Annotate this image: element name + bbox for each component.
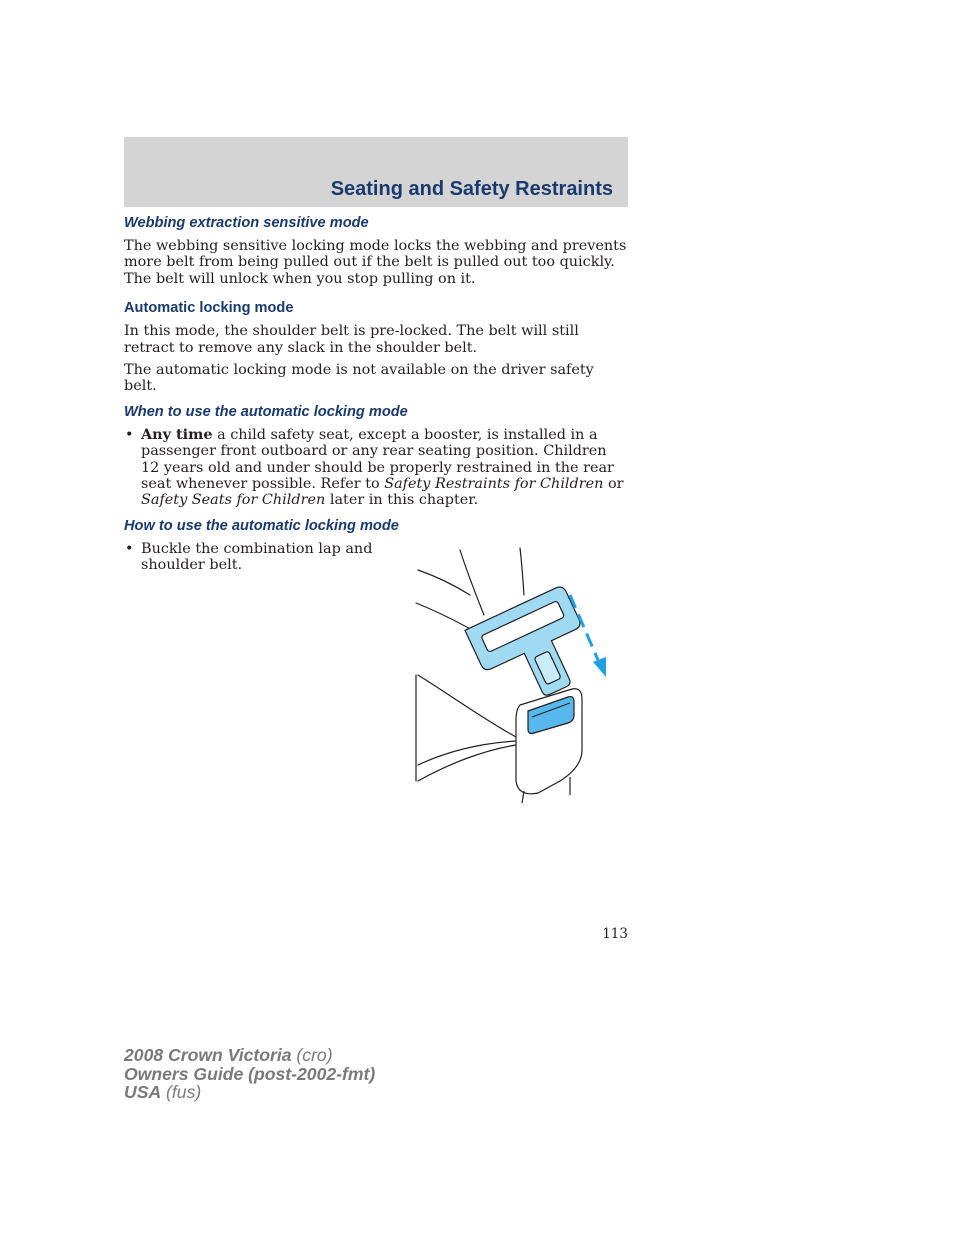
item-lead: Any time [141,425,213,443]
list-item [124,427,628,509]
seat-outline-top [418,570,470,595]
heading-webbing-extraction: Webbing extraction sensitive mode [124,215,369,231]
footer-line-guide: Owners Guide (post-2002-fmt) [124,1063,376,1084]
when-to-use-list [124,427,628,509]
item-text: Buckle the combination lap and shoulder belt. [141,540,373,574]
reference-safety-seats-for-children: Safety Seats for Children [141,492,326,509]
reference-safety-restraints-for-children: Safety Restraints for Children [384,476,604,493]
section-title: Seating and Safety Restraints [330,178,613,200]
heading-automatic-locking: Automatic locking mode [124,300,294,317]
belt-webbing-left-edge [460,550,484,615]
seat-belt-buckle-illustration [410,545,615,805]
cushion-line-2 [418,745,516,781]
footer-line-market: USA (fus) [124,1082,202,1102]
bullet-marker: • [125,426,134,443]
page-number: 113 [602,926,628,942]
belt-webbing-right-edge [520,548,524,595]
footer-line-model: 2008 Crown Victoria (cro) [124,1045,333,1065]
heading-how-to-use: How to use the automatic locking mode [124,517,399,534]
item-text-or: or [603,476,624,493]
list-item [124,541,374,574]
section-header-band [124,137,628,207]
seat-outline-lower [418,675,516,737]
cushion-line-1 [418,741,516,765]
document-footer [124,1046,375,1102]
paragraph-driver-belt-note: The automatic locking mode is not available on the driver safety belt. [124,362,594,395]
insert-direction-arrow [570,595,606,677]
bullet-marker: • [125,540,134,557]
buckle-housing [516,689,582,803]
item-text-end: later in this chapter. [325,492,479,509]
item-text: a child safety seat, except a booster, is installed in a passenger front outboard or any rear seating position. Children 12 years old and under should be properly restrained in the rear seat whenever possible. Refer to [141,426,614,493]
paragraph-webbing-mode: The webbing sensitive locking mode locks the webbing and prevents more belt from being pulled out if the belt is pulled out too quickly. The belt will unlock when you stop pulling on it. [124,238,627,287]
seat-outline-mid [416,603,474,631]
how-to-use-list [124,541,374,574]
page-content [124,214,628,574]
heading-when-to-use: When to use the automatic locking mode [124,403,408,420]
paragraph-automatic-locking: In this mode, the shoulder belt is pre-locked. The belt will still retract to remove any slack in the shoulder belt. [124,323,579,356]
